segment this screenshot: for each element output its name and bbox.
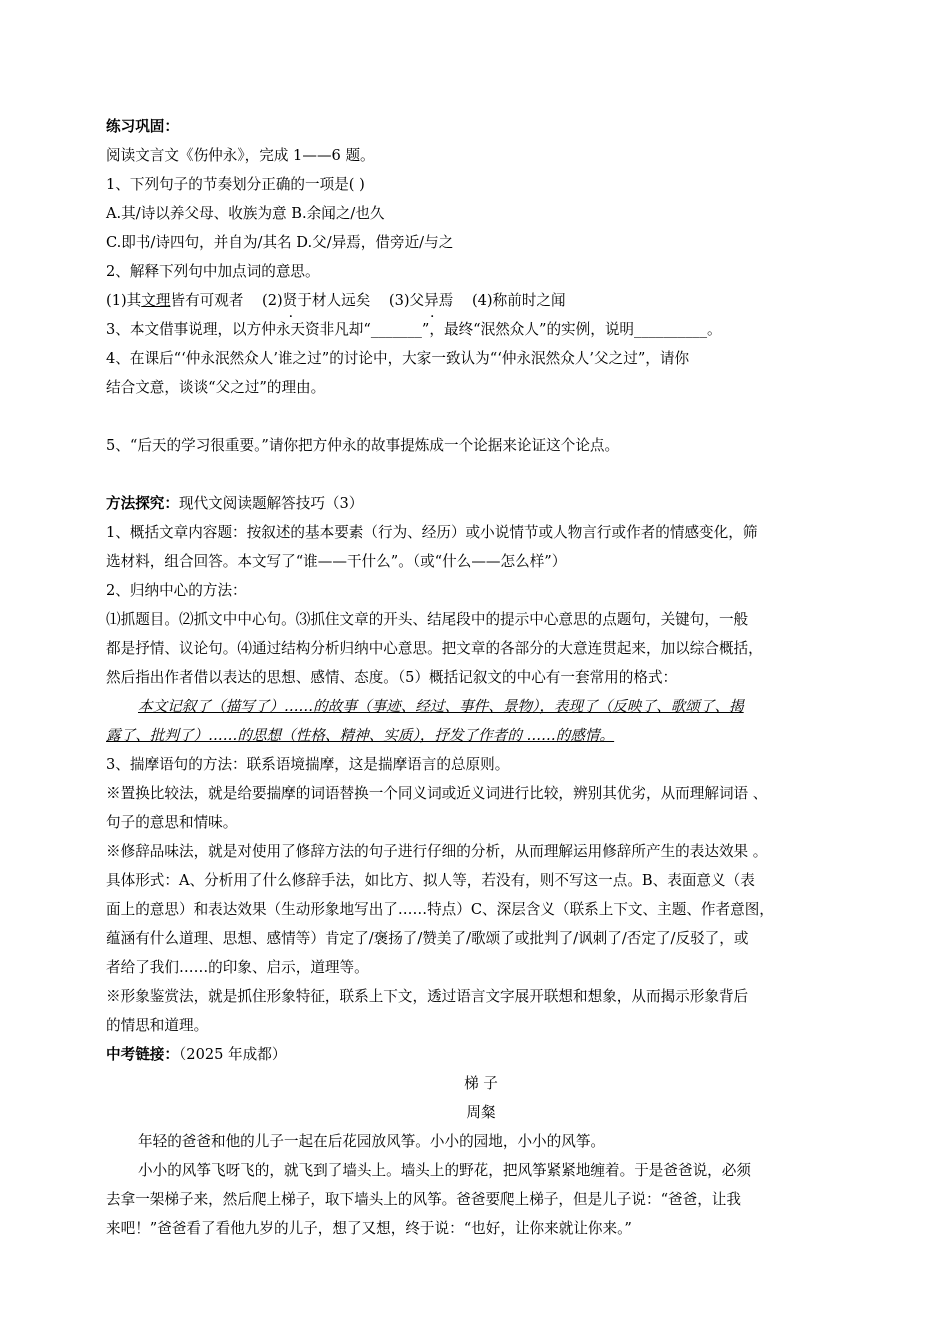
- method-2: 2、归纳中心的方法：: [106, 582, 247, 599]
- q2-item-4-prefix: (4): [471, 292, 493, 309]
- article-title: 梯 子: [464, 1075, 498, 1092]
- q2-item-2-suffix: 于材人远矣: [297, 292, 371, 309]
- spacer: [106, 460, 856, 489]
- method-1-line-2: 选材料，组合回答。本文写了“谁——干什么”。（或“什么——怎么样”）: [106, 553, 567, 570]
- q2-item-1-word: 文理: [141, 292, 171, 309]
- method-heading-subtitle: 现代文阅读题解答技巧（3）: [178, 495, 364, 512]
- practice-intro: 阅读文言文《伤仲永》，完成 1——6 题。: [106, 147, 375, 164]
- document-page: [106, 112, 856, 1243]
- question-1-options-cd: C.即书/诗四句，并自为/其名 D.父/异焉，借旁近/与之: [106, 234, 454, 251]
- question-5: 5、“后天的学习很重要。”请你把方仲永的故事提炼成一个论据来论证这个论点。: [106, 437, 620, 454]
- method-3c-line-1: ※形象鉴赏法，就是抓住形象特征，联系上下文，透过语言文字展开联想和想象，从而揭示形象背后: [106, 988, 749, 1005]
- q2-item-4-suffix: 前时之闻: [507, 292, 566, 309]
- question-1-options-ab: A.其/诗以养父母、收族为意 B.余闻之/也久: [106, 205, 385, 222]
- q2-item-4-word: 称: [492, 292, 508, 309]
- question-3: 3、本文借事说理，以方仲永天资非凡却“_______”，最终“泯然众人”的实例，说明__________。: [106, 321, 722, 338]
- method-3b-line-3: 面上的意思）和表达效果（生动形象地写出了……特点）C、深层含义（联系上下文、主题、作者意图，: [106, 901, 774, 918]
- article-paragraph-1: 年轻的爸爸和他的儿子一起在后花园放风筝。小小的园地，小小的风筝。: [138, 1133, 606, 1150]
- q2-item-3-prefix: (3)父: [388, 292, 425, 309]
- method-2-line-1: ⑴抓题目。⑵抓文中中心句。⑶抓住文章的开头、结尾段中的提示中心意思的点题句，关键句，一般: [106, 611, 749, 628]
- article-author: 周粲: [466, 1104, 496, 1121]
- method-3b-line-1: ※修辞品味法，就是对使用了修辞方法的句子进行仔细的分析，从而理解运用修辞所产生的表达效果 。: [106, 843, 768, 860]
- formula-line-2: 露了、批判了）……的思想（性格、精神、实质），抒发了作者的 ……的感情。: [106, 727, 615, 744]
- method-heading: [106, 489, 856, 518]
- method-3c-line-2: 的情思和道理。: [106, 1017, 209, 1034]
- formula-line-1: 本文记叙了（描写了）……的故事（事迹、经过、事件、景物），表现了（反映了、歌颂了、揭: [138, 698, 744, 715]
- q2-item-3-word: 异: [424, 292, 439, 309]
- question-2: 2、解释下列句中加点词的意思。: [106, 263, 320, 280]
- q2-item-3-suffix: 焉: [438, 292, 454, 309]
- article-paragraph-2-line-2: 去拿一架梯子来，然后爬上梯子，取下墙头上的风筝。爸爸要爬上梯子，但是儿子说：“爸爸，让我: [106, 1191, 741, 1208]
- question-4-line-1: 4、在课后“‘仲永泯然众人’谁之过”的讨论中，大家一致认为“‘仲永泯然众人’父之过”，请你: [106, 350, 690, 367]
- q2-item-2-prefix: (2): [262, 292, 283, 309]
- article-paragraph-2-line-3: 来吧！”爸爸看了看他九岁的儿子，想了又想，终于说：“也好，让你来就让你来。”: [106, 1220, 632, 1237]
- method-3b-line-4: 蕴涵有什么道理、思想、感情等）肯定了/褒扬了/赞美了/歌颂了或批判了/讽刺了/否定了/反驳了，或: [106, 930, 749, 947]
- article-paragraph-2-line-1: 小小的风筝飞呀飞的，就飞到了墙头上。墙头上的野花，把风筝紧紧地缠着。于是爸爸说，必须: [138, 1162, 751, 1179]
- method-3b-line-2: 具体形式：A、分析用了什么修辞手法，如比方、拟人等，若没有，则不写这一点。B、表面意义（表: [106, 872, 755, 889]
- method-2-line-2: 都是抒情、议论句。⑷通过结构分析归纳中心意思。把文章的各部分的大意连贯起来，加以综合概括，: [106, 640, 763, 657]
- method-3a-line-1: ※置换比较法，就是给要揣摩的词语替换一个同义词或近义词进行比较，辨别其优劣，从而理解词语 、: [106, 785, 768, 802]
- question-1: 1、下列句子的节奏划分正确的一项是( ): [106, 176, 365, 193]
- exam-link-heading: [106, 1040, 856, 1069]
- method-3b-line-5: 者给了我们……的印象、启示，道理等。: [106, 959, 369, 976]
- q2-item-1-prefix: (1)其: [106, 292, 142, 309]
- method-2-line-3: 然后指出作者借以表达的思想、感情、态度。（5）概括记叙文的中心有一套常用的格式：: [106, 669, 678, 686]
- practice-heading: 练习巩固：: [106, 118, 179, 135]
- method-3a-line-2: 句子的意思和情味。: [106, 814, 238, 831]
- exam-link-label: 中考链接：: [106, 1046, 179, 1063]
- exam-link-source: （2025 年成都）: [178, 1046, 287, 1063]
- question-2-items: [106, 286, 856, 315]
- question-4-line-2: 结合文意，谈谈“父之过”的理由。: [106, 379, 326, 396]
- q2-item-1-suffix: 皆有可观者: [170, 292, 244, 309]
- spacer: [106, 402, 856, 431]
- q2-item-2-word: 贤: [282, 292, 298, 309]
- method-3: 3、揣摩语句的方法：联系语境揣摩，这是揣摩语言的总原则。: [106, 756, 510, 773]
- method-1-line-1: 1、概括文章内容题：按叙述的基本要素（行为、经历）或小说情节或人物言行或作者的情感变化，筛: [106, 524, 758, 541]
- method-heading-label: 方法探究：: [106, 495, 179, 512]
